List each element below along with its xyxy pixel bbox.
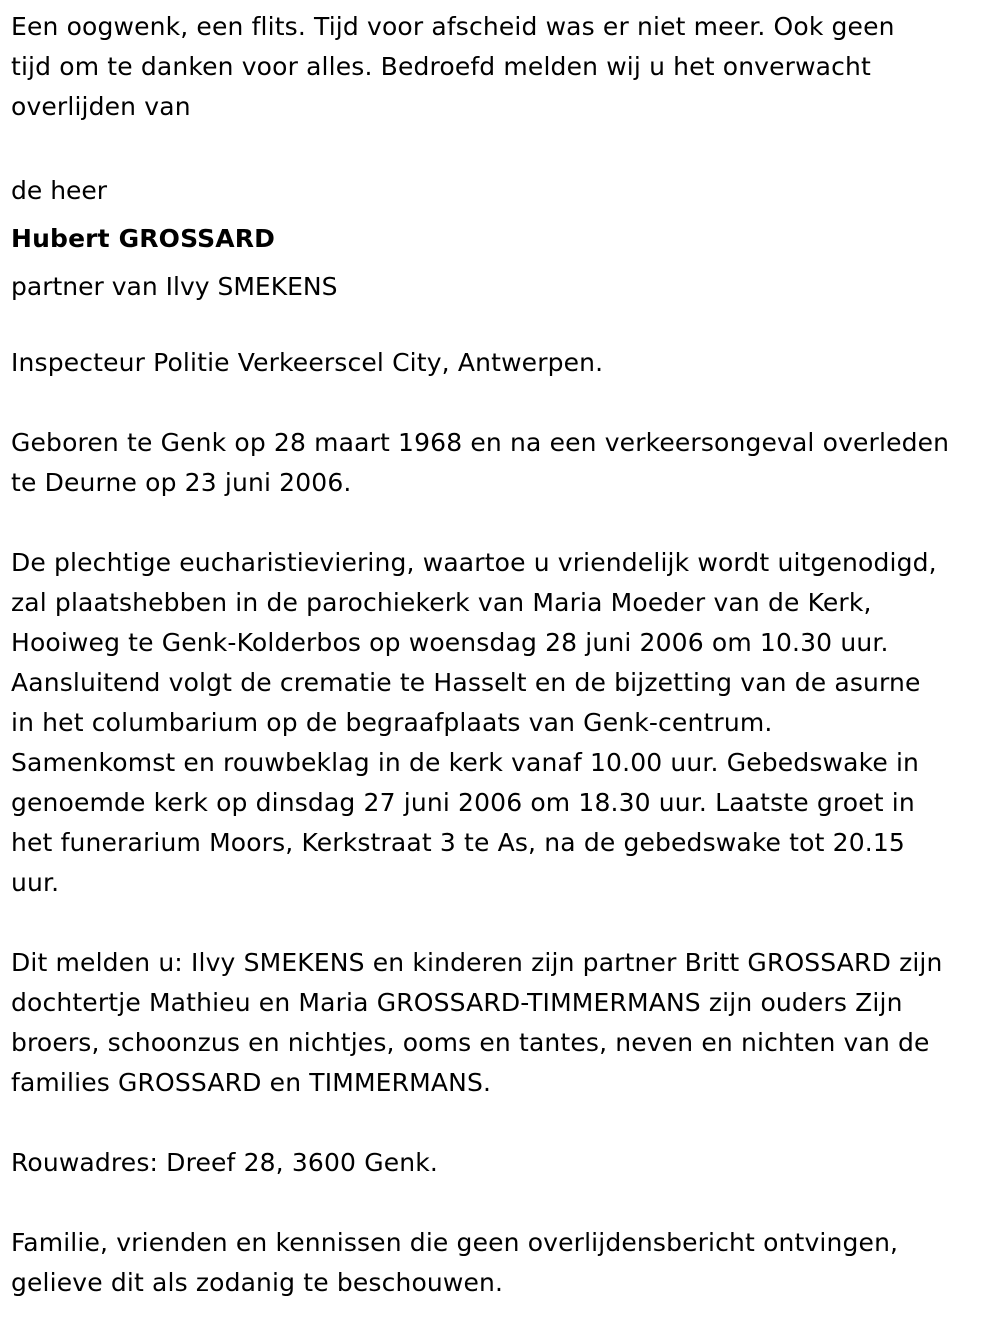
announcers-line: dochtertje Mathieu en Maria GROSSARD-TIMMERMANS zijn ouders Zijn (11, 988, 903, 1017)
birth-death-line: Geboren te Genk op 28 maart 1968 en na een verkeersongeval overleden (11, 428, 950, 457)
intro-paragraph (11, 7, 989, 127)
ceremony-line: het funerarium Moors, Kerkstraat 3 te As, na de gebedswake tot 20.15 (11, 828, 905, 857)
ceremony-line: Hooiweg te Genk-Kolderbos op woensdag 28 juni 2006 om 10.30 uur. (11, 628, 889, 657)
spacer (11, 503, 989, 543)
spacer (11, 311, 989, 343)
intro-line: Een oogwenk, een flits. Tijd voor afscheid was er niet meer. Ook geen (11, 12, 895, 41)
spacer (11, 1103, 989, 1143)
intro-line: tijd om te danken voor alles. Bedroefd melden wij u het onverwacht (11, 52, 871, 81)
intro-line: overlijden van (11, 92, 191, 121)
spacer (11, 903, 989, 943)
ceremony-line: Aansluitend volgt de crematie te Hasselt en de bijzetting van de asurne (11, 668, 921, 697)
closing-line: gelieve dit als zodanig te beschouwen. (11, 1268, 504, 1297)
ceremony-line: zal plaatshebben in de parochiekerk van Maria Moeder van de Kerk, (11, 588, 872, 617)
mourning-address (11, 1143, 989, 1183)
deceased-name: Hubert GROSSARD (11, 224, 276, 253)
occupation-line: Inspecteur Politie Verkeerscel City, Antwerpen. (11, 348, 604, 377)
mourning-address-line: Rouwadres: Dreef 28, 3600 Genk. (11, 1148, 438, 1177)
ceremony-line: De plechtige eucharistieviering, waartoe u vriendelijk wordt uitgenodigd, (11, 548, 937, 577)
ceremony-line: uur. (11, 868, 60, 897)
ceremony-line: genoemde kerk op dinsdag 27 juni 2006 om 18.30 uur. Laatste groet in (11, 788, 915, 817)
ceremony-line: Samenkomst en rouwbeklag in de kerk vanaf 10.00 uur. Gebedswake in (11, 748, 920, 777)
occupation (11, 343, 989, 383)
announcers-line: broers, schoonzus en nichtjes, ooms en tantes, neven en nichten van de (11, 1028, 930, 1057)
announcers-paragraph (11, 943, 989, 1103)
spacer (11, 383, 989, 423)
closing-paragraph (11, 1223, 989, 1303)
announcers-line: Dit melden u: Ilvy SMEKENS en kinderen zijn partner Britt GROSSARD zijn (11, 948, 943, 977)
salutation: de heer (11, 176, 108, 205)
closing-line: Familie, vrienden en kennissen die geen overlijdensbericht ontvingen, (11, 1228, 899, 1257)
spacer (11, 1183, 989, 1223)
spacer (11, 127, 989, 167)
ceremony-line: in het columbarium op de begraafplaats van Genk-centrum. (11, 708, 773, 737)
announcers-line: families GROSSARD en TIMMERMANS. (11, 1068, 492, 1097)
partner-line: partner van Ilvy SMEKENS (11, 272, 338, 301)
ceremony-paragraph (11, 543, 989, 903)
birth-death-paragraph (11, 423, 989, 503)
birth-death-line: te Deurne op 23 juni 2006. (11, 468, 352, 497)
